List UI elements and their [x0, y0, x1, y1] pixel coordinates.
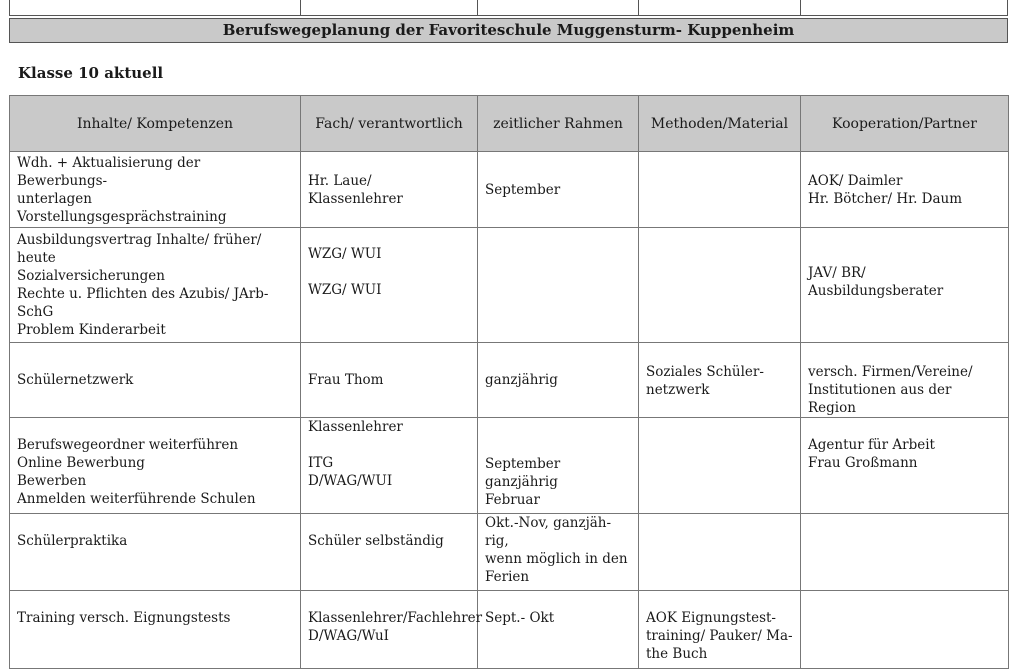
- cell-inhalte: Schülernetzwerk: [10, 343, 301, 418]
- cell-kooperation: [801, 591, 1009, 669]
- table-row: [10, 228, 1009, 343]
- cell-methoden: [639, 418, 801, 514]
- table-row: [10, 343, 1009, 418]
- header-methoden: Methoden/Material: [639, 96, 801, 152]
- cell-inhalte: Wdh. + Aktualisierung der Bewerbungs- unterlagen Vorstellungsgesprächstraining: [10, 152, 301, 228]
- table-row: [10, 418, 1009, 514]
- cell-kooperation: AOK/ Daimler Hr. Bötcher/ Hr. Daum: [801, 152, 1009, 228]
- cell-methoden: [639, 228, 801, 343]
- cell-zeit: Okt.-Nov, ganzjäh- rig, wenn möglich in den Ferien: [478, 514, 639, 591]
- cell-zeit: [478, 228, 639, 343]
- cell-fach: Hr. Laue/ Klassenlehrer: [301, 152, 478, 228]
- cell-kooperation: [801, 514, 1009, 591]
- cell-inhalte: Ausbildungsvertrag Inhalte/ früher/ heute Sozialversicherungen Rechte u. Pflichten des Azubis/ JArb- SchG Problem Kinderarbeit: [10, 228, 301, 343]
- cell-fach: Frau Thom: [301, 343, 478, 418]
- cell-fach: Klassenlehrer/Fachlehrer D/WAG/WuI: [301, 591, 478, 669]
- class-subtitle: Klasse 10 aktuell: [18, 64, 164, 82]
- cell-methoden: Soziales Schüler- netzwerk: [639, 343, 801, 418]
- table-row: [10, 152, 1009, 228]
- cell-inhalte: Schülerpraktika: [10, 514, 301, 591]
- previous-table-remnant: [9, 0, 1008, 16]
- table-row: [10, 591, 1009, 669]
- cell-fach: Schüler selbständig: [301, 514, 478, 591]
- cell-methoden: AOK Eignungstest- training/ Pauker/ Ma- the Buch: [639, 591, 801, 669]
- cell-inhalte: Berufswegeordner weiterführen Online Bewerbung Bewerben Anmelden weiterführende Schulen: [10, 418, 301, 514]
- banner-title: Berufswegeplanung der Favoriteschule Muggensturm- Kuppenheim: [9, 18, 1008, 43]
- header-row: [10, 96, 1009, 152]
- cell-fach: Klassenlehrer ITG D/WAG/WUI: [301, 418, 478, 514]
- cell-zeit: September ganzjährig Februar: [478, 418, 639, 514]
- cell-kooperation: JAV/ BR/ Ausbildungsberater: [801, 228, 1009, 343]
- cell-kooperation: versch. Firmen/Vereine/ Institutionen aus der Region: [801, 343, 1009, 418]
- cell-zeit: ganzjährig: [478, 343, 639, 418]
- cell-fach: WZG/ WUI WZG/ WUI: [301, 228, 478, 343]
- header-fach: Fach/ verantwortlich: [301, 96, 478, 152]
- header-kooperation: Kooperation/Partner: [801, 96, 1009, 152]
- cell-zeit: Sept.- Okt: [478, 591, 639, 669]
- cell-methoden: [639, 514, 801, 591]
- header-zeit: zeitlicher Rahmen: [478, 96, 639, 152]
- cell-methoden: [639, 152, 801, 228]
- cell-zeit: September: [478, 152, 639, 228]
- career-plan-table: [9, 95, 1009, 669]
- header-inhalte: Inhalte/ Kompetenzen: [10, 96, 301, 152]
- cell-inhalte: Training versch. Eignungstests: [10, 591, 301, 669]
- cell-kooperation: Agentur für Arbeit Frau Großmann: [801, 418, 1009, 514]
- table-row: [10, 514, 1009, 591]
